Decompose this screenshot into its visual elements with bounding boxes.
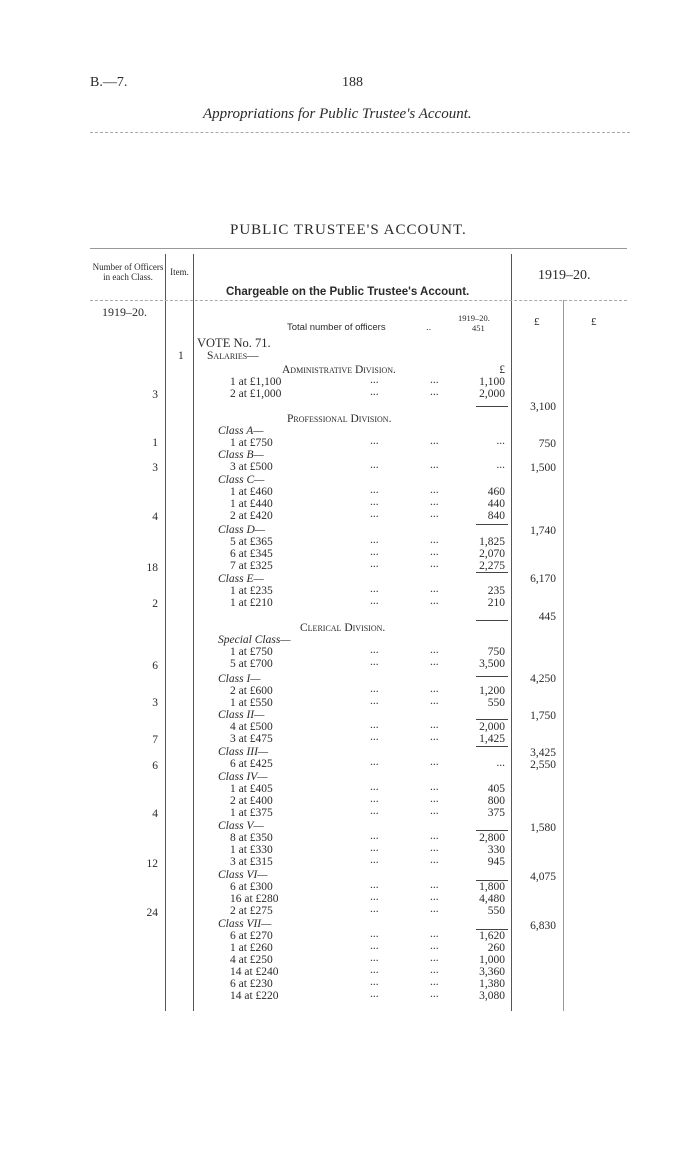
leader-dots: ... [370, 719, 379, 731]
leader-dots: ... [370, 988, 379, 1000]
rate-label: 2 at £1,000 [230, 388, 282, 400]
class-heading: Class E— [218, 573, 264, 585]
document-reference: B.—7. [90, 75, 128, 90]
leader-dots: ... [430, 386, 439, 398]
page-number: 188 [342, 75, 363, 90]
class-heading: Class D— [218, 524, 265, 536]
rate-label: 16 at £280 [230, 893, 279, 905]
class-total: 6,170 [530, 573, 556, 585]
total-officers-label: Total number of officers [287, 322, 386, 333]
rate-label: 4 at £500 [230, 721, 273, 733]
leader-dots: ... [430, 805, 439, 817]
class-heading: Class I— [218, 673, 261, 685]
amount: 330 [487, 844, 505, 856]
col-divider-item [193, 254, 194, 1011]
item-column-header: Item. [170, 267, 189, 277]
officer-count: 6 [152, 760, 158, 772]
rate-label: 1 at £405 [230, 783, 273, 795]
amount: 1,380 [479, 978, 505, 990]
amount: 1,425 [479, 733, 505, 745]
amount: 1,100 [479, 376, 505, 388]
pound-sign: £ [534, 316, 540, 328]
leader-dots: ... [496, 757, 505, 769]
year-column-header: 1919–20. [538, 268, 591, 283]
amount: 210 [487, 597, 505, 609]
rate-label: 8 at £350 [230, 832, 273, 844]
leader-dots: ... [430, 964, 439, 976]
leader-dots: ... [370, 534, 379, 546]
table-top-rule [90, 248, 627, 249]
class-heading: Class III— [218, 746, 269, 758]
leader-dots: ... [430, 988, 439, 1000]
leader-dots: ... [430, 781, 439, 793]
amount: 3,500 [479, 658, 505, 670]
amount: 1,620 [479, 930, 505, 942]
class-total: 1,500 [530, 462, 556, 474]
rate-label: 14 at £220 [230, 990, 279, 1002]
rate-label: 3 at £500 [230, 461, 273, 473]
leader-dots: ... [370, 952, 379, 964]
leader-dots: ... [430, 484, 439, 496]
amount: 1,825 [479, 536, 505, 548]
leader-dots: ... [370, 595, 379, 607]
leader-dots: ... [370, 484, 379, 496]
leader-dots: ... [430, 891, 439, 903]
amount: 260 [487, 942, 505, 954]
class-total: 1,740 [530, 525, 556, 537]
amount: 460 [487, 486, 505, 498]
leader-dots: ... [370, 656, 379, 668]
leader-dots: ... [430, 656, 439, 668]
leader-dots: ... [370, 496, 379, 508]
rate-label: 5 at £700 [230, 658, 273, 670]
amount: 945 [487, 856, 505, 868]
page-title: PUBLIC TRUSTEE'S ACCOUNT. [230, 222, 467, 238]
rate-label: 2 at £420 [230, 510, 273, 522]
amount: 2,275 [479, 560, 505, 572]
leader-dots: ... [370, 683, 379, 695]
amount: 2,000 [479, 721, 505, 733]
leader-dots: ... [370, 731, 379, 743]
class-heading: Class C— [218, 474, 265, 486]
class-total: 3,425 [530, 747, 556, 759]
rate-label: 6 at £230 [230, 978, 273, 990]
leader-dots: ... [430, 842, 439, 854]
division-heading: Clerical Division. [300, 622, 386, 634]
subtotal-rule [476, 676, 508, 677]
leader-dots: ... [430, 534, 439, 546]
leader-dots: ... [370, 854, 379, 866]
running-title: Appropriations for Public Trustee's Account. [203, 106, 472, 122]
leader-dots: ... [430, 546, 439, 558]
leader-dots: ... [370, 459, 379, 471]
officer-count: 7 [152, 734, 158, 746]
rate-label: 7 at £325 [230, 560, 273, 572]
leader-dots: ... [370, 644, 379, 656]
chargeable-heading: Chargeable on the Public Trustee's Account. [226, 286, 470, 298]
leader-dots: ... [430, 879, 439, 891]
class-total: 6,830 [530, 920, 556, 932]
amount: 550 [487, 905, 505, 917]
officer-count: 18 [146, 562, 158, 574]
leader-dots: ... [370, 508, 379, 520]
leader-dots: ... [370, 793, 379, 805]
officer-count: 24 [146, 907, 158, 919]
class-total: 3,100 [530, 401, 556, 413]
rate-label: 2 at £600 [230, 685, 273, 697]
class-heading: Class V— [218, 820, 264, 832]
class-total: 4,075 [530, 871, 556, 883]
rate-label: 1 at £750 [230, 437, 273, 449]
leader-dots: ... [370, 842, 379, 854]
rate-label: 2 at £275 [230, 905, 273, 917]
leader-dots: ... [430, 731, 439, 743]
rate-label: 1 at £750 [230, 646, 273, 658]
subtotal-rule [476, 830, 508, 831]
subtotal-rule [476, 524, 508, 525]
amount: 1,000 [479, 954, 505, 966]
amount: 2,800 [479, 832, 505, 844]
amount: 375 [487, 807, 505, 819]
leader-dots: ... [370, 830, 379, 842]
leader-dots: ... [430, 558, 439, 570]
leader-dots: ... [430, 756, 439, 768]
leader-dots: ... [370, 546, 379, 558]
subtotal-rule [476, 406, 508, 407]
officer-count: 4 [152, 511, 158, 523]
leader-dots: ... [370, 781, 379, 793]
rate-label: 6 at £270 [230, 930, 273, 942]
subtotal-rule [476, 572, 508, 573]
division-heading: Professional Division. [287, 413, 392, 425]
leader-dots: ... [370, 976, 379, 988]
rate-label: 4 at £250 [230, 954, 273, 966]
col-divider-officers [165, 254, 166, 1011]
class-total: 1,580 [530, 822, 556, 834]
rate-label: 1 at £330 [230, 844, 273, 856]
salaries-heading: Salaries— [207, 350, 259, 362]
rate-label: 5 at £365 [230, 536, 273, 548]
officer-count: 2 [152, 598, 158, 610]
rate-label: 1 at £235 [230, 585, 273, 597]
rate-label: 3 at £475 [230, 733, 273, 745]
officer-count: 3 [152, 389, 158, 401]
leader-dots: ... [370, 805, 379, 817]
rate-label: 2 at £400 [230, 795, 273, 807]
leader-dots: ... [430, 719, 439, 731]
division-heading: Administrative Division. [282, 364, 396, 376]
leader-dots: ... [370, 558, 379, 570]
leader-dots: ... [430, 595, 439, 607]
class-heading: Class A— [218, 425, 264, 437]
class-heading: Class B— [218, 449, 264, 461]
leader-dots: ... [430, 976, 439, 988]
col-divider-pounds [563, 300, 564, 1011]
officer-count: 3 [152, 697, 158, 709]
officer-count: 12 [146, 858, 158, 870]
header-divider [90, 132, 630, 133]
class-total: 2,550 [530, 759, 556, 771]
rate-label: 6 at £300 [230, 881, 273, 893]
subtotal-rule [476, 719, 508, 720]
leader-dots: ... [430, 695, 439, 707]
class-heading: Class VI— [218, 869, 268, 881]
leader-dots: ... [430, 903, 439, 915]
leader-dots: ... [430, 854, 439, 866]
leader-dots: ... [430, 928, 439, 940]
leader-dots: ... [430, 435, 439, 447]
rate-label: 1 at £375 [230, 807, 273, 819]
leader-dots: ... [430, 644, 439, 656]
leader-dots: ... [430, 940, 439, 952]
rate-label: 1 at £440 [230, 498, 273, 510]
amount: 750 [487, 646, 505, 658]
pound-sign: £ [591, 316, 597, 328]
vote-number: VOTE No. 71. [197, 336, 271, 350]
leader-dots: ... [370, 386, 379, 398]
leader-dots: ... [430, 683, 439, 695]
rate-label: 1 at £550 [230, 697, 273, 709]
leader-dots: ... [370, 928, 379, 940]
leader-dots: ... [430, 459, 439, 471]
column-header-rule [90, 300, 627, 301]
leader-dots: ... [370, 583, 379, 595]
leader-dots: ... [370, 756, 379, 768]
amount: 550 [487, 697, 505, 709]
officers-year-header: 1919–20. [102, 305, 147, 319]
leader-dots: ... [370, 891, 379, 903]
leader-dots: ... [430, 508, 439, 520]
leader-dots: ... [370, 879, 379, 891]
rate-label: 1 at £260 [230, 942, 273, 954]
officer-count: 4 [152, 808, 158, 820]
class-heading: Class IV— [218, 771, 268, 783]
officer-count: 6 [152, 660, 158, 672]
leader-dots: ... [430, 793, 439, 805]
amount: 2,070 [479, 548, 505, 560]
amount: 800 [487, 795, 505, 807]
leader-dots: ... [430, 374, 439, 386]
rate-label: 1 at £210 [230, 597, 273, 609]
leader-dots: ... [370, 695, 379, 707]
amount: 440 [487, 498, 505, 510]
amount: 405 [487, 783, 505, 795]
amount: 1,200 [479, 685, 505, 697]
rate-label: 6 at £345 [230, 548, 273, 560]
subtotal-rule [476, 746, 508, 747]
leader-dots: ... [430, 830, 439, 842]
leader-dots: ... [430, 952, 439, 964]
amount: 840 [487, 510, 505, 522]
officer-count: 3 [152, 462, 158, 474]
item-number: 1 [178, 350, 184, 362]
leader-dots: ... [430, 496, 439, 508]
class-heading: Class VII— [218, 918, 272, 930]
class-heading: Class II— [218, 709, 265, 721]
total-officers-value: 451 [472, 323, 485, 333]
class-total: 1,750 [530, 710, 556, 722]
rate-label: 1 at £1,100 [230, 376, 282, 388]
class-total: 445 [538, 611, 556, 623]
rate-label: 1 at £460 [230, 486, 273, 498]
leader-dots: ... [370, 903, 379, 915]
amount: 3,080 [479, 990, 505, 1002]
leader-dots: ... [370, 374, 379, 386]
officers-column-header: Number of Officers in each Class. [92, 262, 164, 282]
amount: 3,360 [479, 966, 505, 978]
leader-dots: ... [370, 940, 379, 952]
amount: 1,800 [479, 881, 505, 893]
leader-dots: ... [430, 583, 439, 595]
subtotal-rule [476, 620, 508, 621]
leader-dots: ... [370, 435, 379, 447]
leader-dots: .. [426, 322, 432, 333]
rate-label: 6 at £425 [230, 758, 273, 770]
leader-dots: ... [496, 459, 505, 471]
leader-dots: ... [496, 435, 505, 447]
amount: 235 [487, 585, 505, 597]
leader-dots: ... [370, 964, 379, 976]
class-total: 4,250 [530, 673, 556, 685]
rate-label: 3 at £315 [230, 856, 273, 868]
amount: 2,000 [479, 388, 505, 400]
amount: 4,480 [479, 893, 505, 905]
total-year: 1919–20. [458, 313, 490, 323]
rate-label: 14 at £240 [230, 966, 279, 978]
class-heading: Special Class— [218, 634, 291, 646]
col-divider-amounts [511, 254, 512, 1011]
pound-sign: £ [499, 364, 505, 376]
class-total: 750 [538, 438, 556, 450]
officer-count: 1 [152, 437, 158, 449]
